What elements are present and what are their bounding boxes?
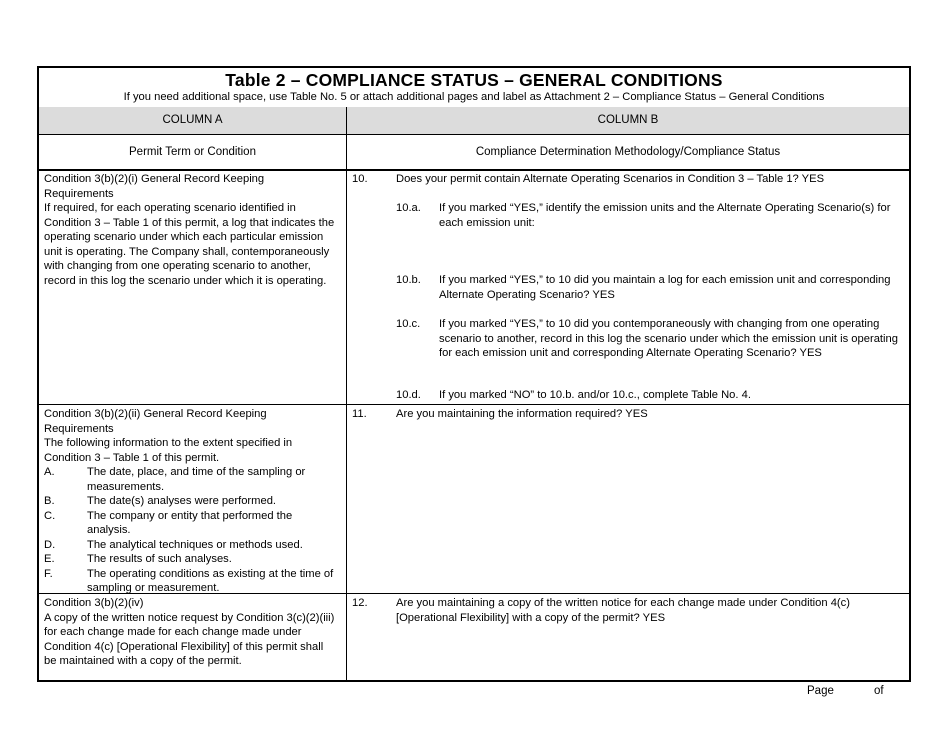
divider <box>39 169 909 171</box>
list-letter: F. <box>44 567 53 580</box>
list-text: The results of such analyses. <box>87 553 232 565</box>
list-letter: B. <box>44 495 55 507</box>
sub-question-number: 10.a. <box>396 202 421 214</box>
list-text: The date(s) analyses were performed. <box>87 495 277 507</box>
condition-heading: Condition 3(b)(2)(iv) <box>44 597 144 609</box>
question-text: Does your permit contain Alternate Operating Scenarios in Condition 3 – Table 1? YES <box>396 173 825 185</box>
sub-question-number: 10.b. <box>396 274 421 286</box>
row-1-condition <box>44 172 336 288</box>
list-item <box>44 552 336 567</box>
list-item <box>44 567 336 596</box>
divider <box>39 404 909 405</box>
list-text: The date, place, and time of the sampling or measurements. <box>87 466 306 493</box>
list-item <box>44 465 336 494</box>
list-item <box>44 538 336 553</box>
question-number: 10. <box>352 173 368 185</box>
question-number: 11. <box>352 408 367 420</box>
row-2-condition <box>44 407 336 596</box>
table-title: Table 2 – COMPLIANCE STATUS – GENERAL CONDITIONS <box>225 70 723 90</box>
sub-question-text: If you marked “YES,” to 10 did you contemporaneously with changing from one operating scenario to another, record in this log the scenario under which the emission unit is operating for each emission unit and corresponding Alternate Operating Scenario? YES <box>439 318 898 359</box>
page-label: Page <box>807 685 834 697</box>
condition-text: A copy of the written notice request by Condition 3(c)(2)(iii) for each change made for each change made under Condition 4(c) [Operational Flexibility] of this permit shall be maintained with a copy of the permit. <box>44 611 335 667</box>
page-of-label: of <box>874 685 884 697</box>
list-letter: E. <box>44 553 55 565</box>
list-item <box>44 494 336 509</box>
sub-question-text: If you marked “YES,” to 10 did you maintain a log for each emission unit and corresponding Alternate Operating Scenario? YES <box>439 274 891 301</box>
compliance-table <box>37 66 911 682</box>
column-b-header: COLUMN B <box>347 107 909 134</box>
condition-heading: Condition 3(b)(2)(i) General Record Keeping Requirements <box>44 173 265 200</box>
sub-question-number: 10.c. <box>396 318 421 330</box>
list-text: The operating conditions as existing at the time of sampling or measurement. <box>87 567 334 594</box>
list-letter: D. <box>44 538 56 551</box>
sub-question-text: If you marked “YES,” identify the emission units and the Alternate Operating Scenario(s) for each emission unit: <box>439 202 891 229</box>
list-letter: A. <box>44 466 55 478</box>
condition-text: If required, for each operating scenario identified in Condition 3 – Table 1 of this permit, a log that indicates the operating scenario under which each particular emission unit is operating. The Company shall, contemporaneously with changing from one operating scenario to another, record in this log the scenario under which it is operating. <box>44 202 335 287</box>
list-text: The analytical techniques or methods used. <box>87 538 303 551</box>
condition-heading: Condition 3(b)(2)(ii) General Record Keeping Requirements <box>44 408 267 435</box>
question-text: Are you maintaining the information required? YES <box>396 408 648 420</box>
table-title-block <box>39 68 909 107</box>
list-text: The company or entity that performed the analysis. <box>87 509 293 536</box>
row-3-condition <box>44 596 336 669</box>
column-divider <box>346 107 347 682</box>
list-item <box>44 509 336 538</box>
column-b-subheader: Compliance Determination Methodology/Compliance Status <box>475 146 781 158</box>
column-a-subheader: Permit Term or Condition <box>129 146 256 158</box>
list-letter: C. <box>44 509 56 522</box>
question-number: 12. <box>352 597 368 609</box>
question-text: Are you maintaining a copy of the written notice for each change made under Condition 4(c) [Operational Flexibility] with a copy of the permit? YES <box>396 597 850 624</box>
condition-text: The following information to the extent specified in Condition 3 – Table 1 of this permit. <box>44 437 293 464</box>
sub-question-number: 10.d. <box>396 389 421 401</box>
sub-question-text: If you marked “NO” to 10.b. and/or 10.c., complete Table No. 4. <box>439 389 751 401</box>
column-a-header: COLUMN A <box>39 107 346 134</box>
table-instructions: If you need additional space, use Table No. 5 or attach additional pages and label as Attachment 2 – Compliance Status – General Conditions <box>123 91 825 103</box>
